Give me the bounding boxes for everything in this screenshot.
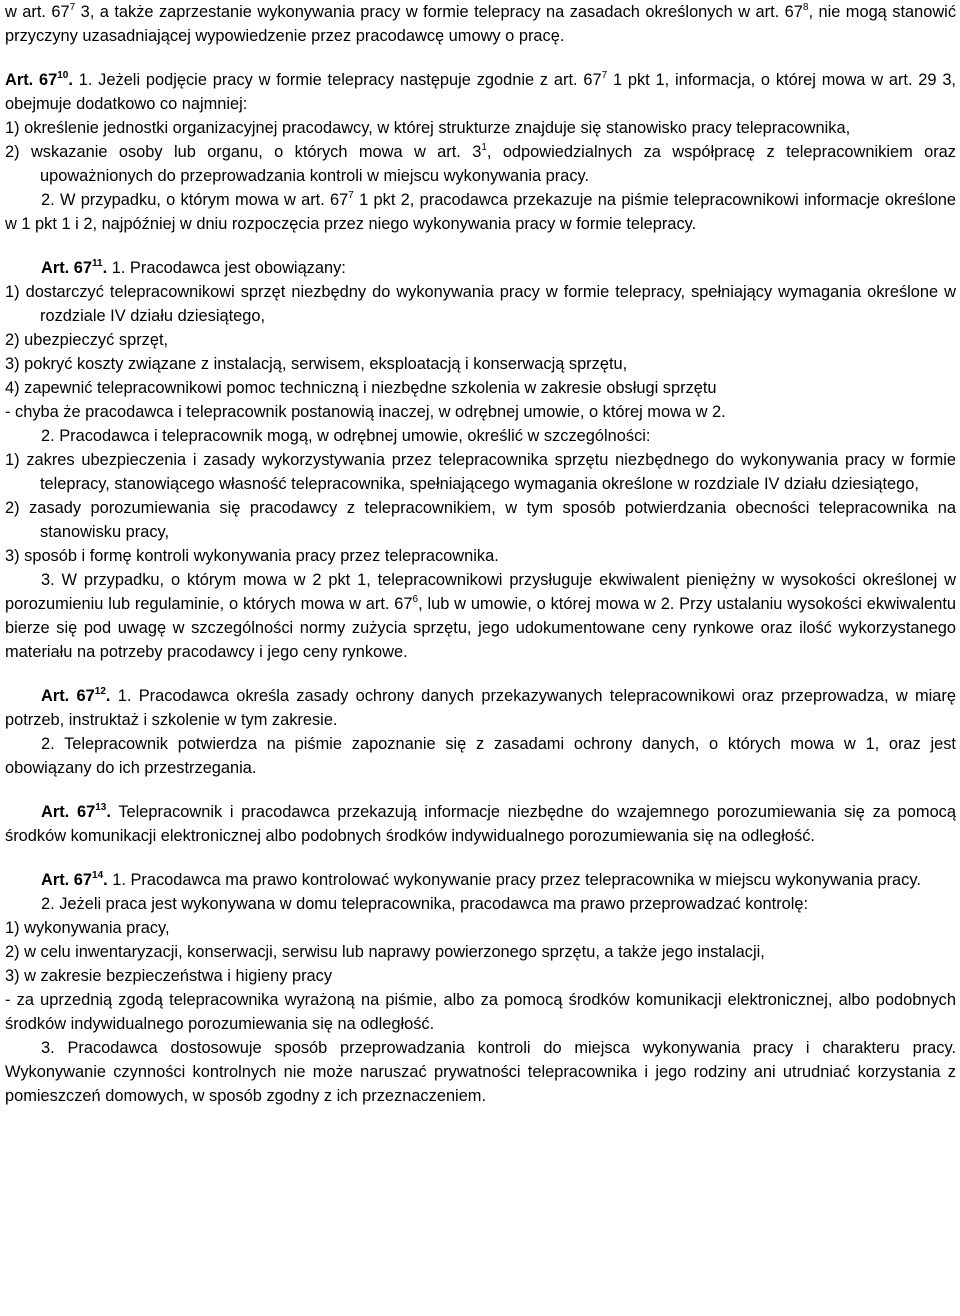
paragraph: 2. Jeżeli praca jest wykonywana w domu telepracownika, pracodawca ma prawo przeprowadzać kontrolę: (41, 895, 809, 913)
article-67-10: Art. $67^{10}$. 1. Jeżeli podjęcie pracy w formie telepracy następuje zgodnie z art. $67^7$ 1 pkt 1, informacja, o której mowa w art. 29 3, obejmuje dodatkowo co najmniej: (5, 69, 956, 113)
list-item: 2) wskazanie osoby lub organu, o których mowa w art. $3^1$, odpowiedzialnych za współpracę z telepracownikiem oraz upoważnionych do przeprowadzania kontroli w miejscu wykonywania pracy. (5, 141, 956, 185)
paragraph: w art. $67^7$ 3, a także zaprzestanie wykonywania pracy w formie telepracy na zasadach określonych w art. $67^8$, nie mogą stanowić przyczyny uzasadniającej wypowiedzenie przez pracodawcę umowy o pracę. (5, 1, 957, 45)
list-item: 1) wykonywania pracy, (5, 919, 170, 937)
list-item: 4) zapewnić telepracownikowi pomoc techniczną i niezbędne szkolenia w zakresie obsługi sprzętu (5, 379, 717, 397)
paragraph: 2. Pracodawca i telepracownik mogą, w odrębnej umowie, określić w szczególności: (41, 427, 651, 445)
list-item: 3) pokryć koszty związane z instalacją, serwisem, eksploatacją i konserwacją sprzętu, (5, 355, 628, 373)
paragraph: - chyba że pracodawca i telepracownik postanowią inaczej, w odrębnej umowie, o której mowa w 2. (5, 403, 726, 421)
article-67-13: Art. $67^{13}$. Telepracownik i pracodawca przekazują informacje niezbędne do wzajemnego porozumiewania się za pomocą środków komunikacji elektronicznej albo podobnych środków indywidualnego porozumiewania się na odległość. (5, 801, 956, 845)
paragraph: 2. Telepracownik potwierdza na piśmie zapoznanie się z zasadami ochrony danych, o których mowa w 1, oraz jest obowiązany do ich przestrzegania. (5, 735, 956, 777)
list-item: 2) w celu inwentaryzacji, konserwacji, serwisu lub naprawy powierzonego sprzętu, a także jego instalacji, (5, 943, 765, 961)
paragraph: 2. W przypadku, o którym mowa w art. $67^7$ 1 pkt 2, pracodawca przekazuje na piśmie telepracownikowi informacje określone w 1 pkt 1 i 2, najpóźniej w dniu rozpoczęcia przez niego wykonywania pracy w formie telepracy. (5, 189, 956, 233)
paragraph: 3. Pracodawca dostosowuje sposób przeprowadzania kontroli do miejsca wykonywania pracy i charakteru pracy. Wykonywanie czynności kontrolnych nie może naruszać prywatności telepracownika i jego rodziny ani utrudniać korzystania z pomieszczeń domowych, w sposób zgodny z ich przeznaczeniem. (5, 1039, 956, 1105)
list-item: 1) zakres ubezpieczenia i zasady wykorzystywania przez telepracownika sprzętu niezbędnego do wykonywania pracy w formie telepracy, stanowiącego własność telepracownika, spełniającego wymagania określone w rozdziale IV działu dziesiątego, (5, 451, 956, 493)
paragraph: - za uprzednią zgodą telepracownika wyrażoną na piśmie, albo za pomocą środków komunikacji elektronicznej, albo podobnych środków indywidualnego porozumiewania się na odległość. (5, 991, 956, 1033)
list-item: 2) ubezpieczyć sprzęt, (5, 331, 169, 349)
list-item: 2) zasady porozumiewania się pracodawcy z telepracownikiem, w tym sposób potwierdzania obecności telepracownika na stanowisku pracy, (5, 499, 956, 541)
list-item: 3) sposób i formę kontroli wykonywania pracy przez telepracownika. (5, 547, 499, 565)
article-67-12: Art. $67^{12}$. 1. Pracodawca określa zasady ochrony danych przekazywanych telepracownikowi oraz przeprowadza, w miarę potrzeb, instruktaż i szkolenie w tym zakresie. (5, 685, 956, 729)
article-67-11: Art. $67^{11}$. 1. Pracodawca jest obowiązany: (41, 257, 346, 277)
list-item: 1) określenie jednostki organizacyjnej pracodawcy, w której strukturze znajduje się stanowisko pracy telepracownika, (5, 119, 851, 137)
paragraph: 3. W przypadku, o którym mowa w 2 pkt 1, telepracownikowi przysługuje ekwiwalent pieniężny w wysokości określonej w porozumieniu lub regulaminie, o których mowa w art. $67^6$, lub w umowie, o której mowa w 2. Przy ustalaniu wysokości ekwiwalentu bierze się pod uwagę w szczególności normy zużycia sprzętu, jego udokumentowane ceny rynkowe oraz ilość wykorzystanego materiału na potrzeby pracodawcy i jego ceny rynkowe. (5, 571, 957, 661)
list-item: 1) dostarczyć telepracownikowi sprzęt niezbędny do wykonywania pracy w formie telepracy, spełniający wymagania określone w rozdziale IV działu dziesiątego, (5, 283, 956, 325)
article-67-14: Art. $67^{14}$. 1. Pracodawca ma prawo kontrolować wykonywanie pracy przez telepracownika w miejscu wykonywania pracy. (41, 869, 921, 889)
list-item: 3) w zakresie bezpieczeństwa i higieny pracy (5, 967, 333, 985)
